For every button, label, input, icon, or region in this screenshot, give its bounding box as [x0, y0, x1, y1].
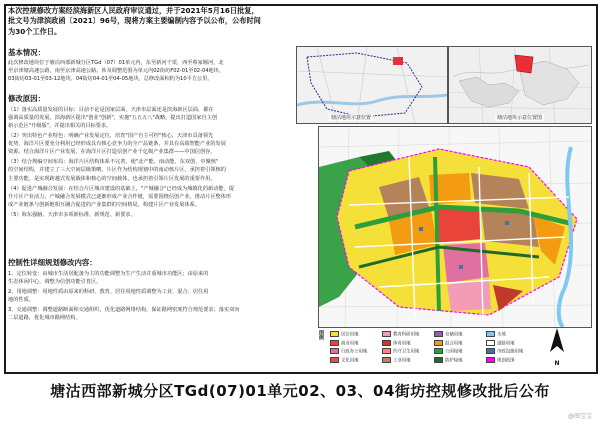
- land-use-map: [318, 126, 592, 328]
- locator-map-left-label: 塘沽地块示意位置: [331, 115, 372, 121]
- legend-item: [434, 357, 463, 364]
- legend-swatch: [330, 357, 339, 363]
- content-line: 3、交通调整：调整道路断面和交通组织，优化道路网络结构，保证路网密度符合规范要求；落实双向: [8, 307, 240, 314]
- basic-info-heading: 基本情况：: [8, 48, 45, 57]
- basic-info-line-3: 03街坊03-01至03-12地块、04街坊04-01至04-05地块，总修改面积约为10平方公里。: [8, 75, 213, 82]
- content-line: 2、用地调整：用地性质由原来的科研、教育、居住用地性质调整为工业、混合、居住用: [8, 289, 209, 296]
- content-list: [8, 270, 313, 322]
- legend-item: [434, 331, 463, 338]
- north-label: N: [554, 360, 560, 367]
- legend-swatch: [382, 340, 391, 346]
- map-legend: [320, 330, 535, 366]
- notice-line-1: 本次控规修改方案经滨海新区人民政府审议通过，并于2021年5月16日批复，: [8, 6, 259, 15]
- reason-line: （4）促进产城融合发展：在结合片区城市建设的基础上，"产城融合"已经成为城镇化的新动能，提: [8, 185, 234, 192]
- reason-list: [8, 106, 313, 219]
- legend-item: [330, 340, 359, 347]
- legend-item: [330, 357, 359, 364]
- locator-map-right: [448, 46, 592, 124]
- north-arrow-icon: [544, 326, 570, 356]
- watermark: @图宝宝: [567, 413, 592, 420]
- legend-swatch: [486, 357, 495, 363]
- legend-swatch: [382, 357, 391, 363]
- locator-map-left: [296, 46, 448, 124]
- reason-line: 主要功能，是实现跨越式发展载体和核心的空间载体，也承担着引领片区发展的重要作用。: [8, 175, 216, 182]
- legend-swatch: [434, 357, 443, 363]
- legend-label: 市政设施用地: [497, 349, 524, 355]
- reason-line: 强调高质量的发展，滨海新区提出"创业"创新"，实施"五五五八"战略，提出打造国家自主创: [8, 115, 218, 122]
- legend-item: [382, 348, 419, 355]
- reason-heading: 修改原因：: [8, 94, 45, 103]
- legend-label: 规划范围: [497, 358, 515, 363]
- legend-title: 图例: [318, 330, 324, 340]
- legend-label: 医疗卫生用地: [393, 349, 420, 355]
- reason-line: 资源。结合海洋片区产业发展，在海洋片区打造信创产业千亿级产业集群——中国信创谷。: [8, 149, 216, 156]
- legend-item: [382, 357, 411, 364]
- legend-swatch: [486, 331, 495, 337]
- content-line: 二层道路，优化城市路网结构。: [8, 315, 81, 322]
- reason-line: （2）突出特色产业特色：明确产业发展定位，培育"国产自主可控"核心，天津市具备领先: [8, 133, 214, 140]
- locator-map-right-label: 塘沽地块示意位置图: [497, 115, 543, 121]
- legend-label: 商业用地: [341, 341, 359, 346]
- legend-item: [330, 331, 359, 338]
- legend-swatch: [382, 348, 391, 354]
- legend-swatch: [434, 348, 443, 354]
- basic-info-line-2: 至京津塘高速公路，南至京津高速公路。涉及调整范围为单元内02街坊F02-01至02-04地块、: [8, 67, 225, 74]
- legend-swatch: [486, 340, 495, 346]
- legend-item: [434, 348, 463, 355]
- legend-swatch: [434, 331, 443, 337]
- legend-label: 混合用地: [445, 341, 463, 346]
- legend-item: [486, 331, 506, 338]
- reason-line: （5）海东强脑、天津市多项新标准、新规范、新要求。: [8, 211, 136, 218]
- legend-swatch: [486, 348, 495, 354]
- legend-label: 体育用地: [393, 341, 411, 346]
- land-use-map-graphic: [319, 127, 591, 327]
- content-line: 生态休闲中心，调整为信创功能引育区。: [8, 279, 102, 286]
- legend-label: 公园绿地: [445, 349, 463, 355]
- legend-item: [330, 348, 367, 355]
- legend-item: [434, 340, 463, 347]
- legend-label: 仓储用地: [445, 332, 463, 338]
- legend-item: [382, 331, 419, 338]
- reason-line: 优势，海洋片区要充分利用已经形成具有核心竞争力的全产品链条，并具有高端智能产业的发展: [8, 141, 226, 148]
- legend-label: 工业用地: [393, 358, 411, 363]
- reason-line: 新示范区"升级版"，并提出相关的目标要求。: [8, 123, 112, 130]
- notice-line-2: 批文号为津滨政函〔2021〕96号，现将方案主要编制内容予以公布，公布时间: [8, 16, 261, 26]
- legend-swatch: [330, 331, 339, 337]
- content-line: 地的性质。: [8, 297, 34, 304]
- north-arrow: [544, 326, 570, 367]
- legend-swatch: [434, 340, 443, 346]
- reason-line: （3）结合规编空间布局：海洋片区结构体系不完善，使"北产能、南动能、东双创、中聚核": [8, 159, 219, 166]
- legend-label: 防护绿地: [445, 358, 463, 363]
- reason-line: （1）落实高质量发展的目标：目前不论是国家层面，天津市层面还是滨海新区层面，都在: [8, 107, 214, 113]
- legend-label: 居住用地: [341, 332, 359, 338]
- legend-item: [486, 357, 515, 364]
- basic-info-text: [8, 60, 288, 83]
- locator-map-left-graphic: [297, 47, 447, 123]
- notice-line-3: 为30个工作日。: [8, 26, 62, 36]
- legend-item: [486, 340, 515, 347]
- locator-map-right-graphic: [449, 47, 591, 123]
- legend-label: 文化用地: [341, 358, 359, 363]
- content-heading: 控制性详细规划修改内容：: [8, 258, 97, 267]
- legend-item: [382, 340, 411, 347]
- legend-swatch: [330, 340, 339, 346]
- content-line: 1、定位转变：由城市生活居配备为主的功能调整为生产生活并重城市功能区；由原来的: [8, 271, 209, 277]
- legend-item: [486, 348, 523, 355]
- basic-info-line-1: 此次修改地块位于塘沽西部新城分区TGd（07）01单元内，东至新河干渠，西至蔡家堰河，北: [8, 60, 224, 66]
- legend-swatch: [330, 348, 339, 354]
- reason-line: 升片区产业活力，产城融合发展模式已逐渐形成产业合作链，需要围绕信创产业，推动片区整体形: [8, 193, 232, 200]
- reason-line: 成产业链条与创新链相互融合促进的产业集群的空间格局，构建片区产业发展体系。: [8, 201, 200, 208]
- legend-label: 教育科研用地: [393, 332, 420, 338]
- notice-paragraph: [8, 6, 308, 37]
- page-title: 塘沽西部新城分区TGd(07)01单元02、03、04街坊控规修改批后公布: [50, 382, 550, 400]
- legend-label: 行政办公用地: [341, 349, 368, 355]
- legend-label: 水域: [497, 332, 506, 338]
- reason-line: 的空间结构，并建立了三大空间层级策略，片区作为结构规划中的南动核片区，承担着引领核的: [8, 167, 226, 174]
- legend-label: 道路用地: [497, 341, 515, 346]
- legend-swatch: [382, 331, 391, 337]
